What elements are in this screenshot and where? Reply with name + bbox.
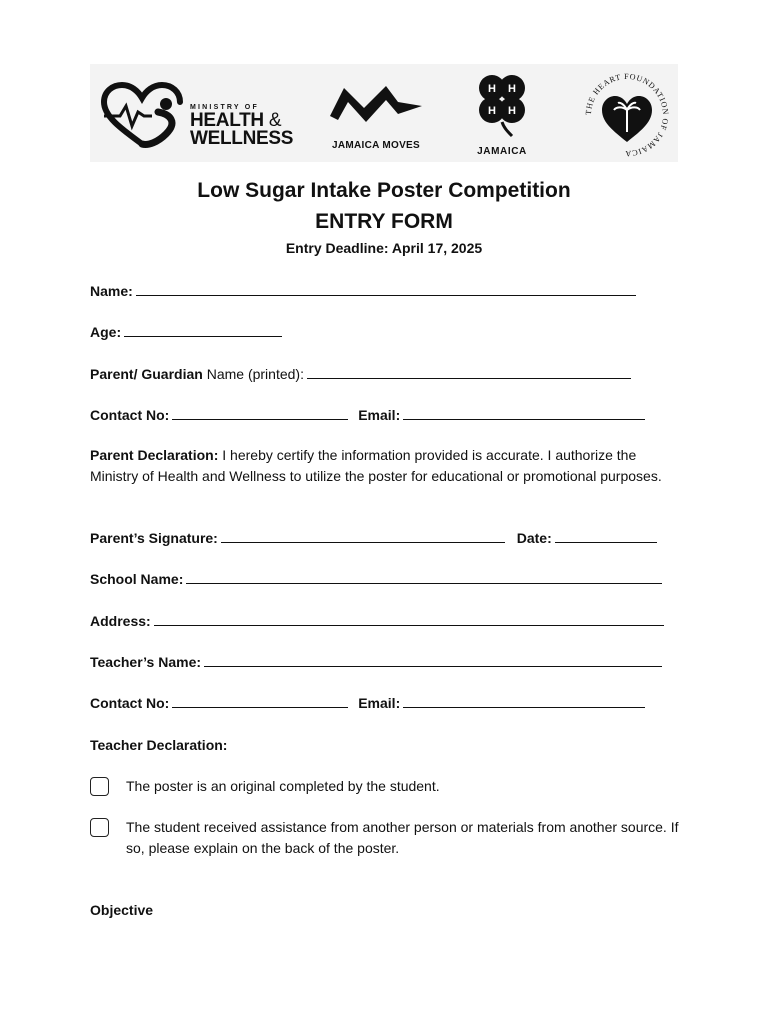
school-row: [90, 569, 662, 589]
mohw-line2: HEALTH: [190, 110, 264, 131]
teacher-name-field[interactable]: [204, 653, 662, 667]
teacher-contact-field[interactable]: [172, 694, 348, 708]
email-field[interactable]: [403, 406, 645, 420]
guardian-label: Parent/ Guardian: [90, 366, 203, 382]
parent-declaration-text: I hereby certify the information provided is accurate. I authorize the Ministry of Health and Wellness to utilize the poster for educational or promotional purposes.: [90, 447, 662, 484]
parent-signature-label: Parent’s Signature:: [90, 530, 218, 546]
name-field[interactable]: [136, 282, 636, 296]
svg-text:H: H: [488, 83, 496, 95]
teacher-contact-row: [90, 693, 645, 713]
mohw-amp: &: [268, 110, 282, 131]
four-leaf-clover-icon: [472, 72, 532, 140]
entry-deadline: Entry Deadline: April 17, 2025: [285, 240, 483, 256]
school-name-label: School Name:: [90, 571, 184, 587]
address-row: [90, 611, 664, 631]
name-label: Name:: [90, 283, 133, 299]
guardian-row: [90, 364, 631, 384]
heart-foundation-ring-text: THE HEART FOUNDATION OF JAMAICA: [583, 71, 671, 159]
age-field[interactable]: [124, 323, 282, 337]
assistance-checkbox[interactable]: [90, 818, 109, 837]
contact-label: Contact No:: [90, 407, 170, 423]
teacher-declaration-label: Teacher Declaration:: [90, 737, 228, 753]
name-row: [90, 281, 636, 301]
school-name-field[interactable]: [186, 570, 662, 584]
contact-field[interactable]: [172, 406, 348, 420]
logo-banner: [90, 64, 678, 162]
svg-text:H: H: [488, 105, 496, 117]
email-label: Email:: [358, 407, 401, 423]
jamaica-moves-logo: [326, 80, 426, 158]
original-work-checkbox[interactable]: [90, 777, 109, 796]
original-work-text: The poster is an original completed by the student.: [126, 778, 440, 794]
date-field[interactable]: [555, 529, 657, 543]
age-row: [90, 322, 282, 342]
jamaica-moves-label: JAMAICA MOVES: [332, 140, 420, 151]
teacher-email-field[interactable]: [403, 694, 645, 708]
address-field[interactable]: [154, 612, 664, 626]
guardian-label-rest: Name (printed):: [206, 366, 304, 382]
parent-declaration-label: Parent Declaration:: [90, 447, 219, 463]
heart-foundation-logo: [582, 70, 672, 160]
heart-palm-tree-icon: [582, 70, 672, 160]
fourh-logo: [472, 72, 532, 162]
teacher-name-label: Teacher’s Name:: [90, 654, 202, 670]
address-label: Address:: [90, 613, 151, 629]
jamaica-moves-swoosh-icon: [326, 80, 426, 136]
signature-row: [90, 528, 657, 548]
mohw-logo: [100, 82, 300, 152]
fourh-label: JAMAICA: [477, 146, 527, 157]
teacher-contact-label: Contact No:: [90, 695, 170, 711]
objective-heading: Objective: [90, 902, 154, 918]
mohw-line3: WELLNESS: [190, 128, 294, 149]
parent-signature-field[interactable]: [221, 529, 505, 543]
guardian-name-field[interactable]: [307, 365, 631, 379]
assistance-text: The student received assistance from another person or materials from another source. If so, please explain on the back of the poster.: [126, 819, 679, 856]
age-label: Age:: [90, 324, 122, 340]
teacher-email-label: Email:: [358, 695, 401, 711]
date-label: Date:: [516, 530, 552, 546]
mohw-line1: MINISTRY OF: [190, 104, 259, 111]
svg-text:H: H: [508, 83, 516, 95]
teacher-name-row: [90, 652, 662, 672]
heart-pulse-icon: [100, 82, 186, 152]
parent-declaration: [90, 445, 680, 487]
svg-text:H: H: [508, 105, 516, 117]
page-subtitle: ENTRY FORM: [315, 210, 453, 233]
contact-row: [90, 405, 645, 425]
page-title: Low Sugar Intake Poster Competition: [197, 179, 571, 202]
